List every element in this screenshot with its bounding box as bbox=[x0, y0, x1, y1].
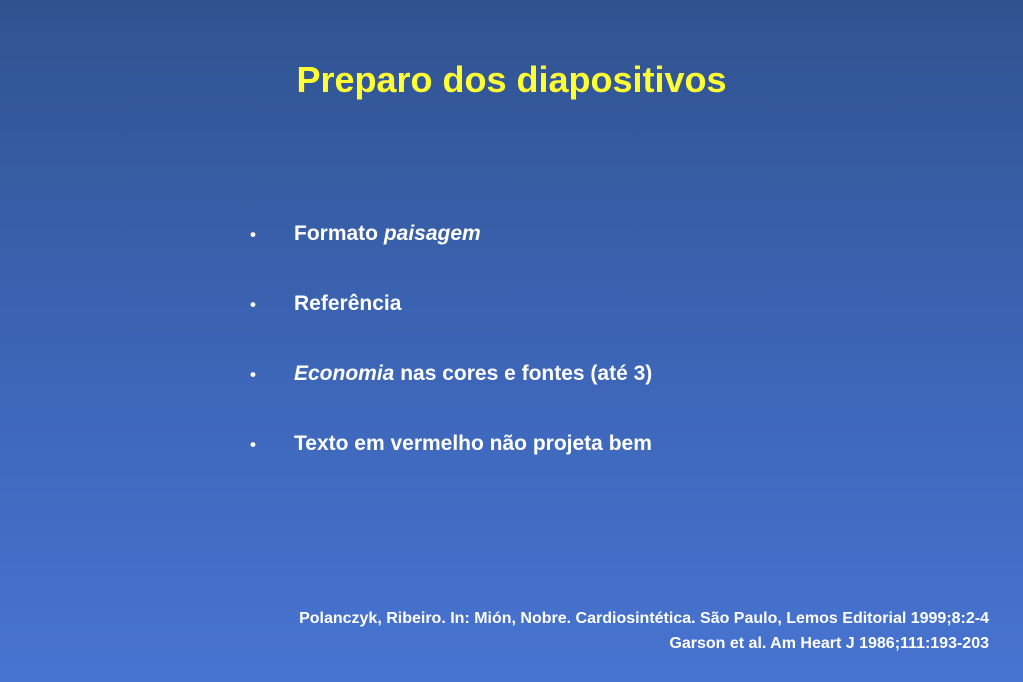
bullet-item-economy bbox=[250, 362, 652, 432]
bullet-text bbox=[294, 292, 401, 316]
reference-line: Polanczyk, Ribeiro. In: Mión, Nobre. Cardiosintética. São Paulo, Lemos Editorial 1999;8:2-4 bbox=[299, 610, 989, 627]
bullet-marker: • bbox=[250, 435, 256, 454]
bullet-text bbox=[294, 222, 481, 246]
references bbox=[299, 606, 989, 656]
bullet-item-red-text bbox=[250, 432, 652, 502]
bullet-item-format bbox=[250, 222, 652, 292]
bullet-text-prefix: Referência bbox=[294, 292, 402, 315]
bullet-text bbox=[294, 432, 652, 456]
bullet-marker: • bbox=[250, 225, 256, 244]
reference-line: Garson et al. Am Heart J 1986;111:193-203 bbox=[669, 635, 989, 652]
bullet-text bbox=[294, 362, 652, 386]
bullet-item-reference bbox=[250, 292, 652, 362]
bullet-text-prefix: Formato bbox=[294, 222, 384, 245]
bullet-text-prefix: Texto em vermelho não projeta bem bbox=[294, 432, 652, 455]
slide-title: Preparo dos diapositivos bbox=[296, 59, 727, 100]
bullet-text-emphasis: paisagem bbox=[383, 222, 481, 245]
bullet-marker: • bbox=[250, 295, 256, 314]
bullet-text-suffix: nas cores e fontes (até 3) bbox=[394, 362, 653, 385]
bullet-marker: • bbox=[250, 365, 256, 384]
bullet-text-emphasis: Economia bbox=[294, 362, 395, 385]
bullet-list bbox=[250, 222, 652, 502]
